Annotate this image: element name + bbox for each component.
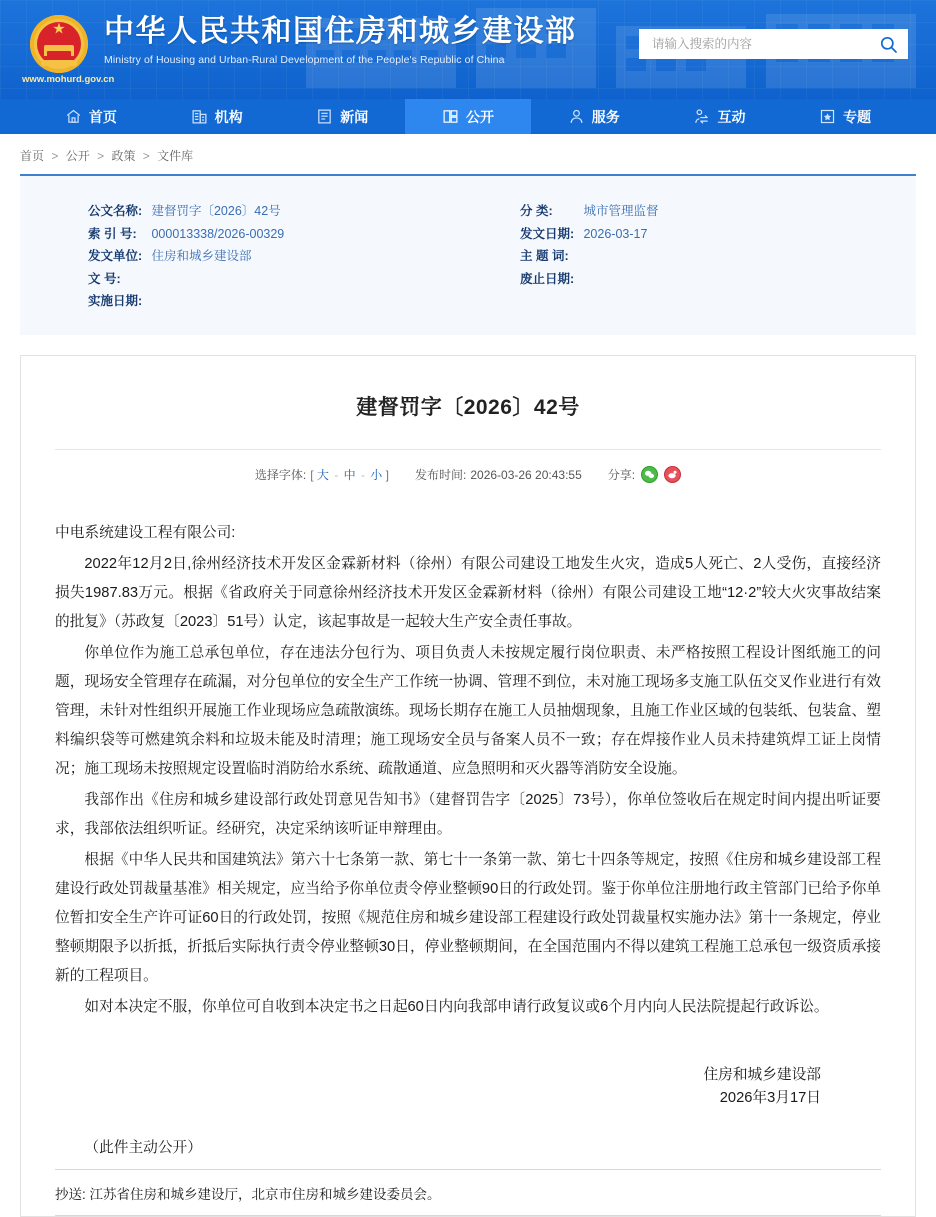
font-size-label: 选择字体: — [255, 466, 306, 483]
signature-block — [55, 1064, 881, 1110]
publish-time-group — [415, 466, 582, 483]
nav-label: 专题 — [843, 107, 871, 127]
paragraph-incident: 2022年12月2日,徐州经济技术开发区金霖新材料（徐州）有限公司建设工地发生火灾，造成5人死亡、2人受伤，直接经济损失1987.83万元。根据《省政府关于同意徐州经济技术开发区金霖新材料（徐州）有限公司建设工地“12·2”较大火灾事故结案的批复》（苏政复〔2023〕51号）认定，该起事故是一起较大生产安全责任事故。 — [55, 550, 881, 637]
nav-item-organization[interactable] — [154, 99, 280, 134]
nav-label: 服务 — [592, 107, 620, 127]
main-navigation — [0, 99, 936, 134]
signature-date: 2026年3月17日 — [55, 1087, 821, 1110]
article-body — [55, 497, 881, 1216]
font-size-medium-button[interactable]: 中 — [344, 468, 356, 482]
metadata-value: 2026-03-17 — [583, 227, 647, 241]
public-disclosure-note: （此件主动公开） — [55, 1110, 881, 1157]
metadata-key: 发文日期: — [520, 223, 580, 246]
nav-label: 机构 — [215, 107, 243, 127]
breadcrumb-separator: > — [143, 149, 150, 163]
metadata-value: 住房和城乡建设部 — [151, 249, 251, 263]
search-icon — [879, 35, 898, 54]
nav-label: 新闻 — [340, 107, 368, 127]
metadata-value: 城市管理监督 — [583, 204, 658, 218]
breadcrumb — [0, 134, 936, 174]
bracket-open: [ — [310, 468, 313, 482]
national-emblem-icon: ★ — [28, 13, 90, 75]
breadcrumb-separator: > — [97, 149, 104, 163]
article-toolbar — [55, 449, 881, 497]
font-size-separator: - — [334, 468, 338, 482]
metadata-key: 主 题 词: — [520, 245, 580, 268]
nav-item-topics[interactable] — [782, 99, 908, 134]
font-size-small-button[interactable]: 小 — [370, 468, 382, 482]
metadata-key: 索 引 号: — [88, 223, 148, 246]
user-icon — [568, 108, 585, 125]
site-title-cn: 中华人民共和国住房和城乡建设部 — [104, 14, 577, 50]
font-size-separator: - — [361, 468, 365, 482]
site-brand[interactable] — [28, 9, 577, 75]
cc-line: 抄送: 江苏省住房和城乡建设厅，北京市住房和城乡建设委员会。 — [55, 1170, 881, 1215]
breadcrumb-item-policy[interactable]: 政策 — [111, 149, 135, 163]
star-box-icon — [819, 108, 836, 125]
font-size-control — [255, 466, 389, 483]
paragraph-violations: 你单位作为施工总承包单位，存在违法分包行为、项目负责人未按规定履行岗位职责、未严格按照工程设计图纸施工的问题，现场安全管理存在疏漏，对分包单位的安全生产工作统一协调、管理不到位，未对施工现场多支施工队伍交叉作业进行有效管理，未针对性组织开展施工作业现场应急疏散演练。现场长期存在施工人员抽烟现象，且施工作业区域的包装纸、包装盒、塑料编织袋等可燃建筑余料和垃圾未能及时清理；施工现场安全员与备案人员不一致；存在焊接作业人员未持建筑焊工证上岗情况；施工现场未按照规定设置临时消防给水系统、疏散通道、应急照明和灭火器等消防安全设施。 — [55, 639, 881, 784]
nav-item-news[interactable] — [279, 99, 405, 134]
nav-item-home[interactable] — [28, 99, 154, 134]
breadcrumb-item-home[interactable]: 首页 — [20, 149, 44, 163]
nav-label: 公开 — [466, 107, 494, 127]
wechat-glyph — [644, 469, 655, 480]
home-icon — [65, 108, 82, 125]
share-label: 分享: — [608, 466, 635, 483]
metadata-row-doc-no — [88, 268, 468, 291]
publish-time-value: 2026-03-26 20:43:55 — [470, 468, 581, 482]
paragraph-hearing: 我部作出《住房和城乡建设部行政处罚意见告知书》（建督罚告字〔2025〕73号），你单位签收后在规定时间内提出听证要求，我部依法组织听证。经研究，决定采纳该听证申辩理由。 — [55, 786, 881, 844]
site-url: www.mohurd.gov.cn — [22, 74, 114, 85]
metadata-row-category — [520, 200, 916, 223]
metadata-key: 发文单位: — [88, 245, 148, 268]
metadata-row-subject-words — [520, 245, 916, 268]
breadcrumb-item-disclosure[interactable]: 公开 — [66, 149, 90, 163]
site-title-en: Ministry of Housing and Urban-Rural Development of the People's Republic of China — [104, 54, 577, 66]
search-box[interactable] — [639, 29, 908, 59]
metadata-row-effective-date — [88, 290, 468, 313]
metadata-row-doc-name — [88, 200, 468, 223]
breadcrumb-separator: > — [51, 149, 58, 163]
metadata-row-abolish-date — [520, 268, 916, 291]
metadata-row-issue-date — [520, 223, 916, 246]
paragraph-appeal: 如对本决定不服，你单位可自收到本决定书之日起60日内向我部申请行政复议或6个月内向人民法院提起行政诉讼。 — [55, 993, 881, 1022]
building-icon — [191, 108, 208, 125]
article-container — [20, 355, 916, 1217]
metadata-key: 实施日期: — [88, 290, 148, 313]
breadcrumb-item-filelibrary[interactable]: 文件库 — [157, 149, 193, 163]
nav-item-disclosure[interactable] — [405, 99, 531, 134]
paragraph-addressee: 中电系统建设工程有限公司: — [55, 519, 881, 548]
share-group — [608, 466, 681, 483]
signature-organization: 住房和城乡建设部 — [55, 1064, 821, 1087]
folder-open-icon — [442, 108, 459, 125]
font-size-large-button[interactable]: 大 — [317, 468, 329, 482]
nav-label: 首页 — [89, 107, 117, 127]
weibo-glyph — [667, 469, 678, 480]
search-button[interactable] — [868, 29, 908, 59]
site-header — [0, 0, 936, 99]
exchange-icon — [693, 108, 710, 125]
nav-item-interaction[interactable] — [657, 99, 783, 134]
bracket-close: ] — [386, 468, 389, 482]
document-metadata-panel — [20, 174, 916, 335]
divider-bottom — [55, 1215, 881, 1216]
nav-label: 互动 — [717, 107, 745, 127]
paragraph-penalty: 根据《中华人民共和国建筑法》第六十七条第一款、第七十一条第一款、第七十四条等规定，按照《住房和城乡建设部工程建设行政处罚裁量基准》相关规定，应当给予你单位责令停业整顿90日的行政处罚。鉴于你单位注册地行政主管部门已给予你单位暂扣安全生产许可证60日的行政处罚，按照《规范住房和城乡建设部工程建设行政处罚裁量权实施办法》第十一条规定，停业整顿期限予以折抵，折抵后实际执行责令停业整顿30日，停业整顿期间，在全国范围内不得以建筑工程施工总承包一级资质承接新的工程项目。 — [55, 846, 881, 991]
metadata-key: 废止日期: — [520, 268, 580, 291]
metadata-value: 000013338/2026-00329 — [151, 227, 284, 241]
page-title: 建督罚字〔2026〕42号 — [55, 392, 881, 450]
nav-item-service[interactable] — [531, 99, 657, 134]
metadata-key: 公文名称: — [88, 200, 148, 223]
publish-time-label: 发布时间: — [415, 466, 466, 483]
wechat-icon[interactable] — [641, 466, 658, 483]
metadata-value: 建督罚字〔2026〕42号 — [151, 204, 280, 218]
metadata-row-index-no — [88, 223, 468, 246]
search-input[interactable] — [639, 30, 868, 58]
metadata-key: 文 号: — [88, 268, 148, 291]
metadata-column-left — [20, 200, 468, 313]
metadata-row-issuing-unit — [88, 245, 468, 268]
weibo-icon[interactable] — [664, 466, 681, 483]
metadata-key: 分 类: — [520, 200, 580, 223]
metadata-column-right — [468, 200, 916, 313]
newspaper-icon — [316, 108, 333, 125]
